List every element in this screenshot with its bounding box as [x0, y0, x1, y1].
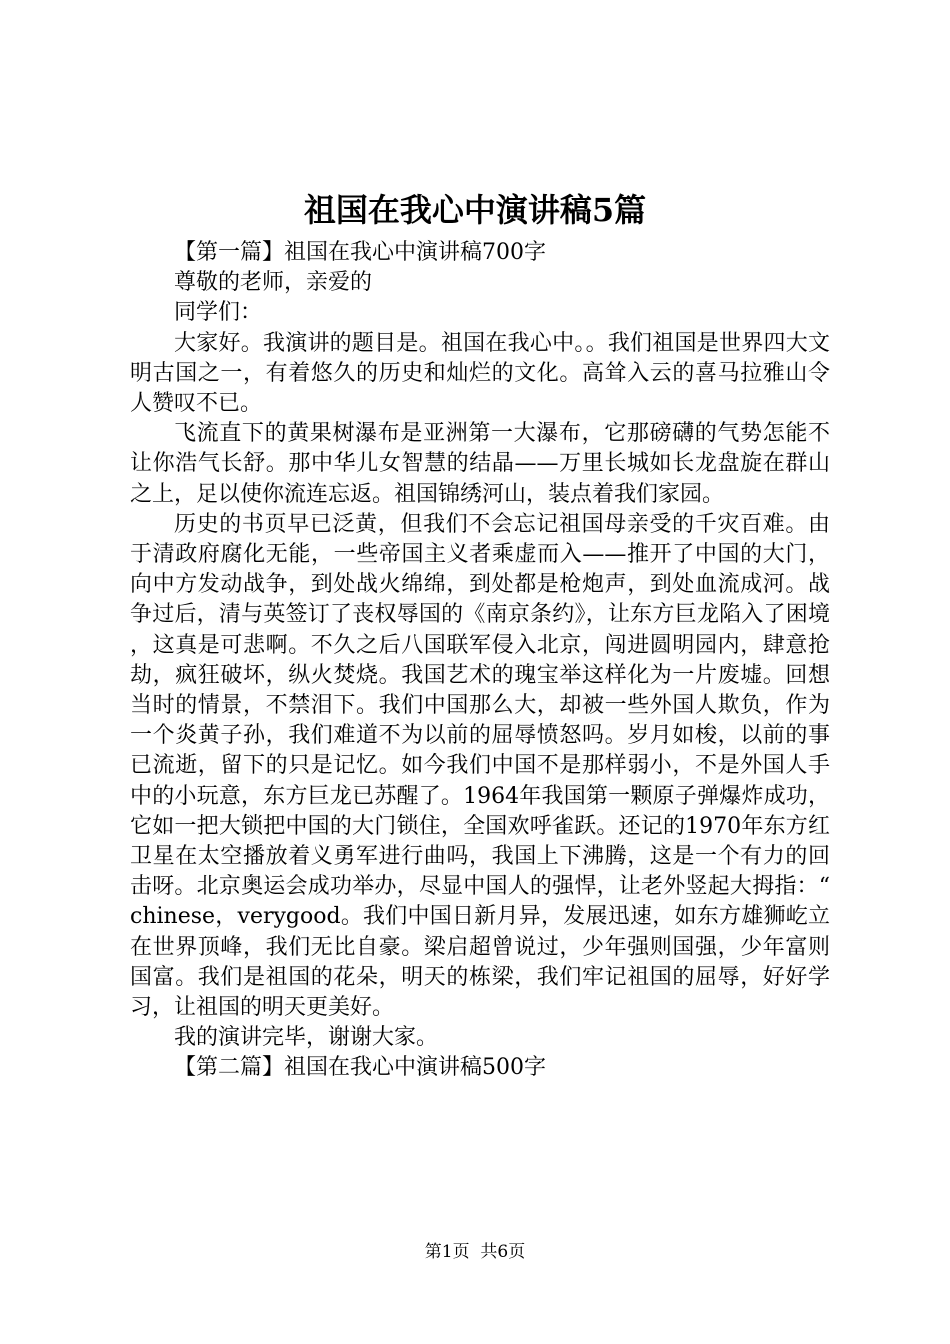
body-paragraph: 飞流直下的黄果树瀑布是亚洲第一大瀑布，它那磅礴的气势怎能不让你浩气长舒。那中华儿女智慧的结晶——万里长城如长龙盘旋在群山之上，足以使你流连忘返。祖国锦绣河山，装点着我们家园。: [130, 421, 830, 507]
salutation-line: 尊敬的老师，亲爱的: [174, 270, 373, 296]
section-heading: 【第二篇】祖国在我心中演讲稿500字: [174, 1055, 546, 1081]
document-body: [130, 238, 830, 1084]
salutation-line: 同学们：: [174, 300, 263, 326]
page-number: 第1页 共6页: [424, 1242, 526, 1262]
page-footer: [0, 1240, 950, 1264]
section-heading: 【第一篇】祖国在我心中演讲稿700字: [174, 240, 546, 265]
document-title: 祖国在我心中演讲稿5篇: [303, 191, 647, 229]
body-paragraph: 大家好。我演讲的题目是。祖国在我心中。。我们祖国是世界四大文明古国之一，有着悠久的历史和灿烂的文化。高耸入云的喜马拉雅山令人赞叹不已。: [130, 330, 830, 417]
closing-line: 我的演讲完毕，谢谢大家。: [174, 1025, 439, 1051]
body-paragraph: 历史的书页早已泛黄，但我们不会忘记祖国母亲受的千灾百难。由于清政府腐化无能，一些帝国主义者乘虚而入——推开了中国的大门，向中方发动战争，到处战火绵绵，到处都是枪炮声，到处血流成河。战争过后，清与英签订了丧权辱国的《南京条约》，让东方巨龙陷入了困境，这真是可悲啊。不久之后八国联军侵入北京，闯进圆明园内，肆意抢劫，疯狂破坏，纵火焚烧。我国艺术的瑰宝举这样化为一片废墟。回想当时的情景，不禁泪下。我们中国那么大，却被一些外国人欺负，作为一个炎黄子孙，我们难道不为以前的屈辱愤怒吗。岁月如梭，以前的事已流逝，留下的只是记忆。如今我们中国不是那样弱小，不是外国人手中的小玩意，东方巨龙已苏醒了。1964年我国第一颗原子弹爆炸成功，它如一把大锁把中国的大门锁住，全国欢呼雀跃。还记的1970年东方红卫星在太空播放着义勇军进行曲吗，我国上下沸腾，这是一个有力的回击呀。北京奥运会成功举办，尽显中国人的强悍，让老外竖起大拇指：“chinese，verygood。我们中国日新月异，发展迅速，如东方雄狮屹立在世界顶峰，我们无比自豪。梁启超曾说过，少年强则国强，少年富则国富。我们是祖国的花朵，明天的栋梁，我们牢记祖国的屈辱，好好学习，让祖国的明天更美好。: [130, 511, 830, 1021]
